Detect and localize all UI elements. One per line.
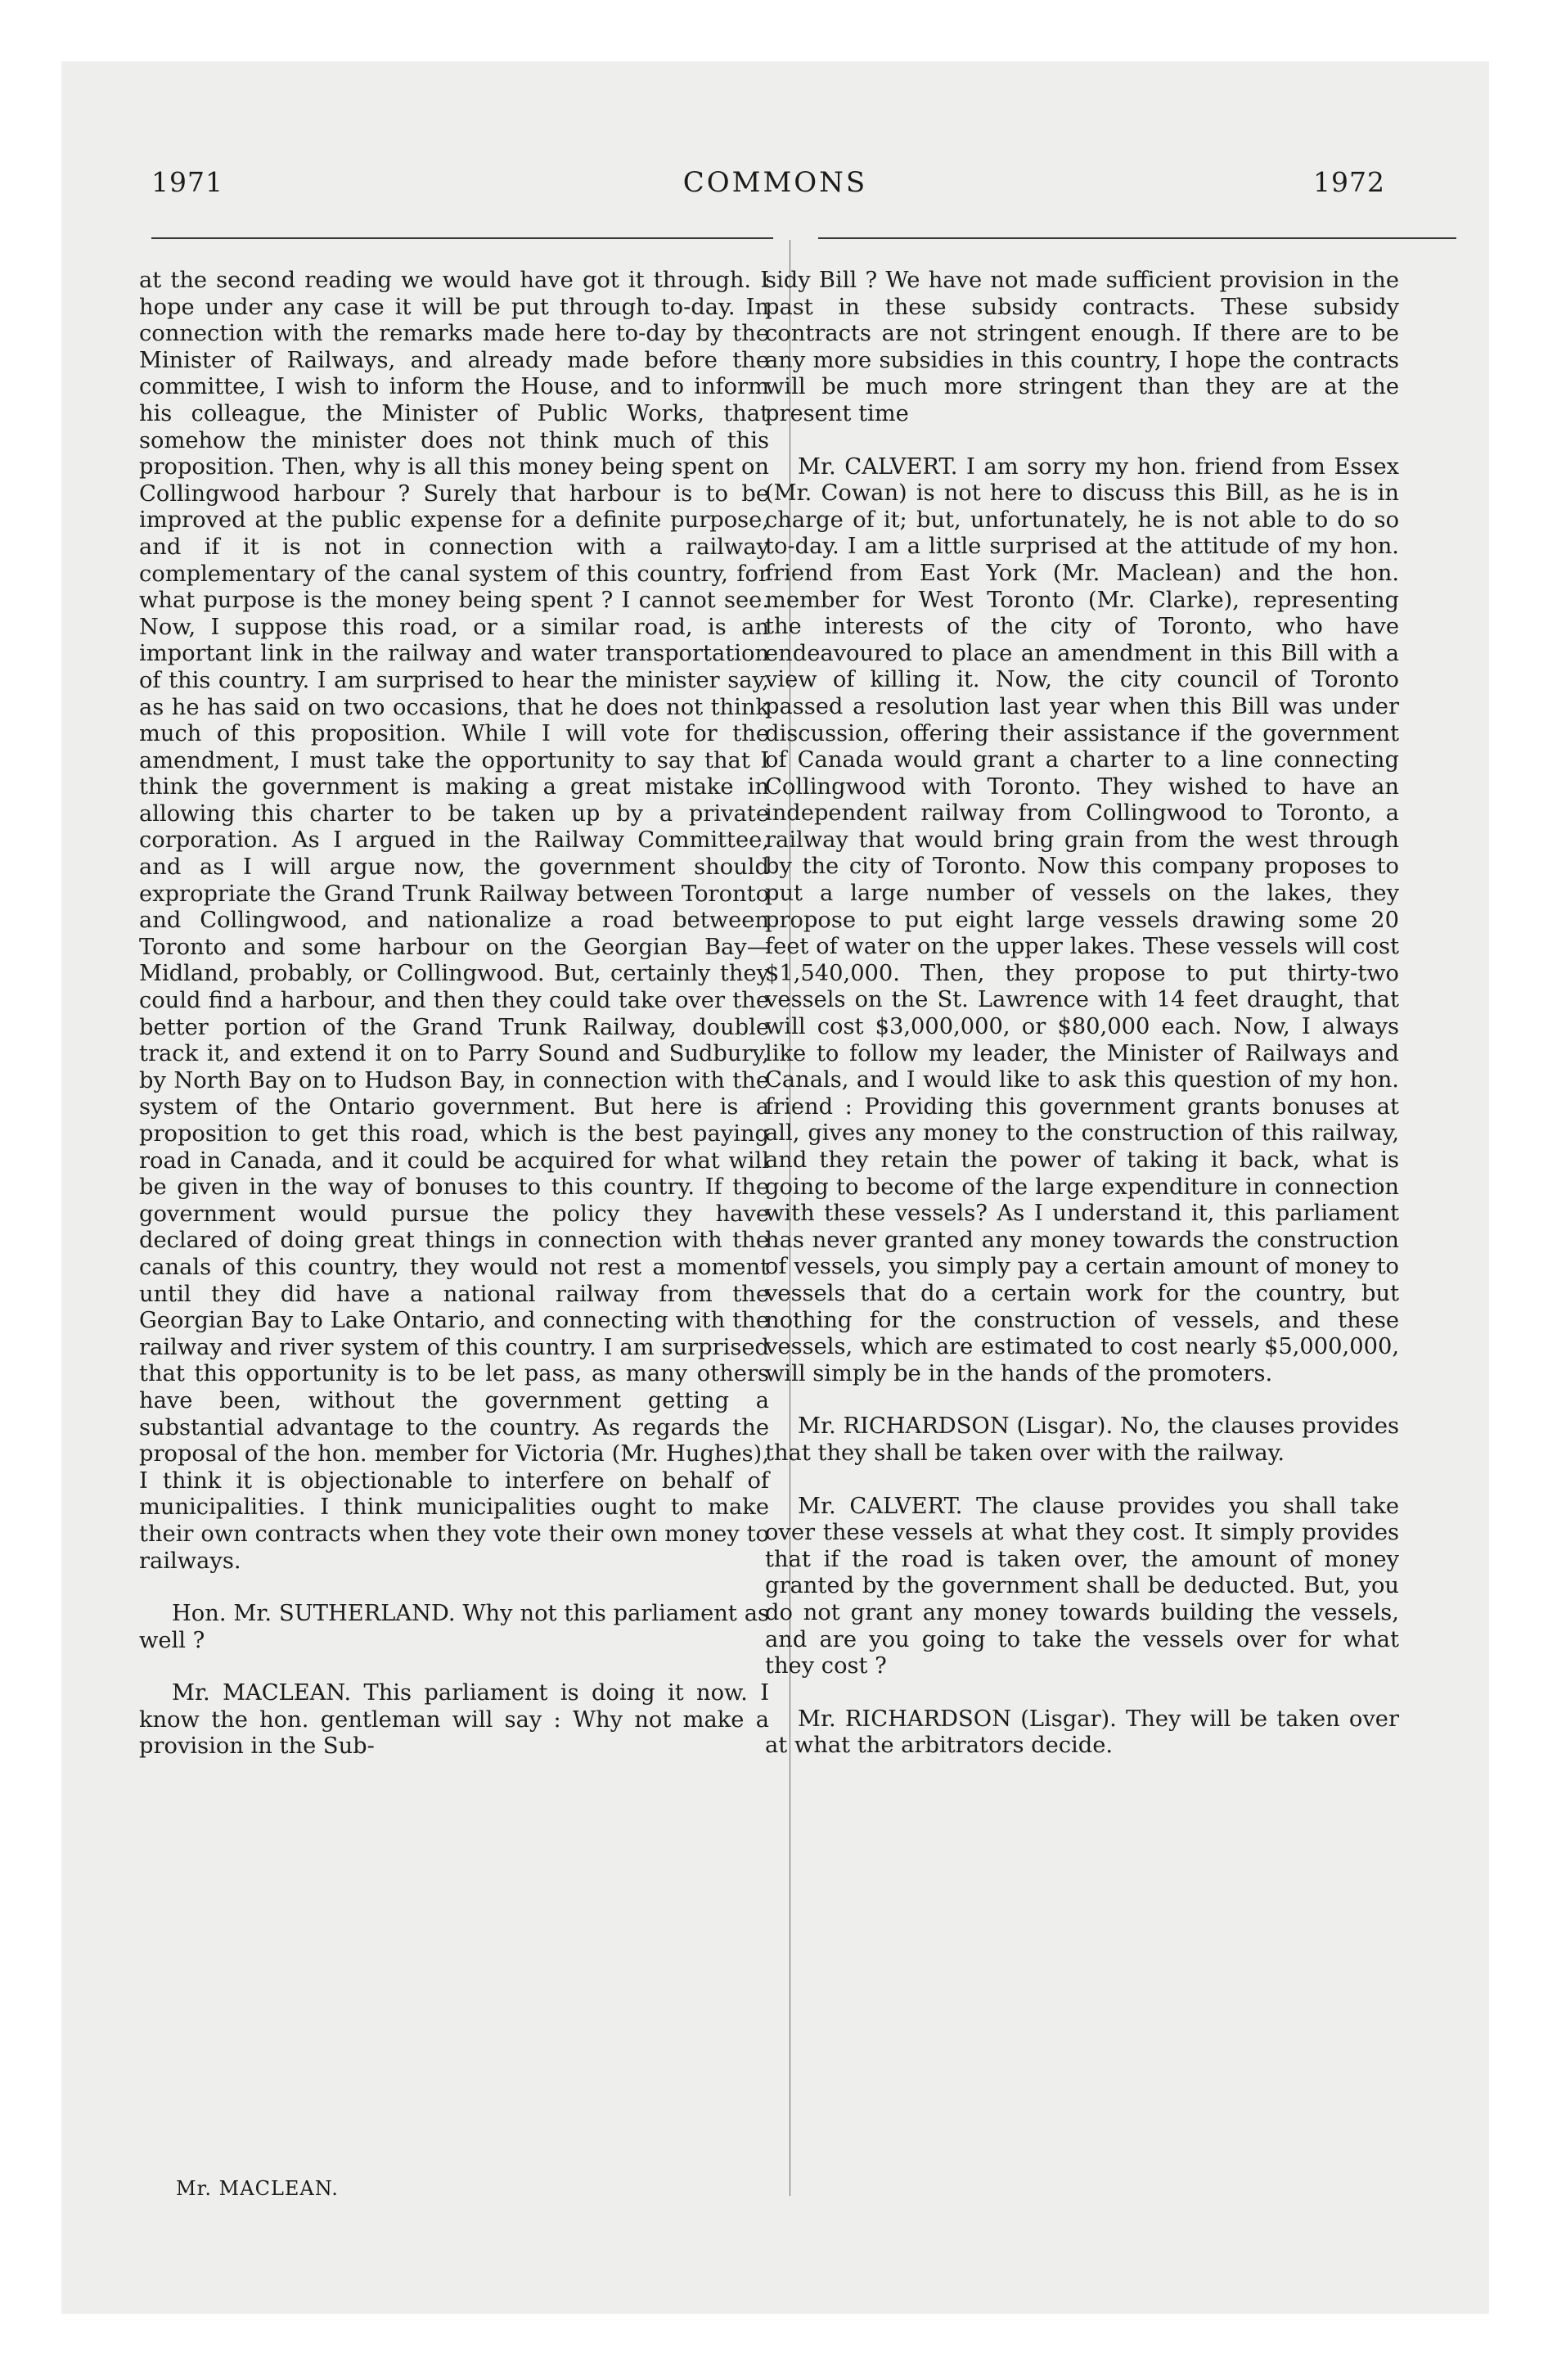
page-title: COMMONS — [682, 166, 868, 199]
right-column — [765, 268, 1399, 1760]
left-paragraph-1: at the second reading we would have got it through. I hope under any case it will be put through to-day. In connection with the remarks made here to-day by the Minister of Railways, and already made before the committee, I wish to inform the House, and to inform his colleague, the Minister of Public Works, that somehow the minister does not think much of this proposition. Then, why is all this money being spent on Collingwood harbour ? Surely that harbour is to be improved at the public expense for a definite purpose, and if it is not in connection with a railway complementary of the canal system of this country, for what purpose is the money being spent ? I cannot see. Now, I suppose this road, or a similar road, is an important link in the railway and water transportation of this country. I am surprised to hear the minister say, as he has said on two occasions, that he does not think much of this proposition. While I will vote for the amendment, I must take the opportunity to say that I think the government is making a great mistake in allowing this charter to be taken up by a private corporation. As I argued in the Railway Committee, and as I will argue now, the government should expropriate the Grand Trunk Railway between Toronto and Collingwood, and nationalize a road between Toronto and some harbour on the Georgian Bay—Midland, probably, or Collingwood. But, certainly they could find a harbour, and then they could take over the better portion of the Grand Trunk Railway, double track it, and extend it on to Parry Sound and Sudbury, by North Bay on to Hudson Bay, in connection with the system of the Ontario government. But here is a proposition to get this road, which is the best paying road in Canada, and it could be acquired for what will be given in the way of bonuses to this country. If the government would pursue the policy they have declared of doing great things in connection with the canals of this country, they would not rest a moment until they did have a national railway from the Georgian Bay to Lake Ontario, and connecting with the railway and river system of this country. I am surprised that this opportunity is to be let pass, as many others have been, without the government getting a substantial advantage to the country. As regards the proposal of the hon. member for Victoria (Mr. Hughes), I think it is objectionable to interfere on behalf of municipalities. I think municipalities ought to make their own contracts when they vote their own money to railways. — [139, 268, 769, 1574]
page — [61, 61, 1489, 2314]
right-paragraph-5: Mr. RICHARDSON (Lisgar). They will be taken over at what the arbitrators decide. — [765, 1706, 1399, 1759]
right-paragraph-2: Mr. CALVERT. I am sorry my hon. friend from Essex (Mr. Cowan) is not here to discuss this Bill, as he is in charge of it; but, unfortunately, he is not able to do so to-day. I am a little surprised at the attitude of my hon. friend from East York (Mr. Maclean) and the hon. member for West Toronto (Mr. Clarke), representing the interests of the city of Toronto, who have endeavoured to place an amendment in this Bill with a view of killing it. Now, the city council of Toronto passed a resolution last year when this Bill was under discussion, offering their assistance if the government of Canada would grant a charter to a line connecting Collingwood with Toronto. They wished to have an independent railway from Collingwood to Toronto, a railway that would bring grain from the west through by the city of Toronto. Now this company proposes to put a large number of vessels on the lakes, they propose to put eight large vessels drawing some 20 feet of water on the upper lakes. These vessels will cost $1,540,000. Then, they propose to put thirty-two vessels on the St. Lawrence with 14 feet draught, that will cost $3,000,000, or $80,000 each. Now, I always like to follow my leader, the Minister of Railways and Canals, and I would like to ask this question of my hon. friend : Providing this government grants bonuses at all, gives any money to the construction of this railway, and they retain the power of taking it back, what is going to become of the large expenditure in connection with these vessels? As I understand it, this parliament has never granted any money towards the construction of vessels, you simply pay a certain amount of money to vessels that do a certain work for the country, but nothing for the construction of vessels, and these vessels, which are estimated to cost nearly $5,000,000, will simply be in the hands of the promoters. — [765, 453, 1399, 1386]
right-paragraph-4: Mr. CALVERT. The clause provides you shall take over these vessels at what they cost. It simply provides that if the road is taken over, the amount of money granted by the government shall be deducted. But, you do not grant any money towards building the vessels, and are you going to take the vessels over for what they cost ? — [765, 1493, 1399, 1679]
left-paragraph-3: Mr. MACLEAN. This parliament is doing it now. I know the hon. gentleman will say : Why not make a provision in the Sub- — [139, 1680, 769, 1760]
left-paragraph-2: Hon. Mr. SUTHERLAND. Why not this parliament as well ? — [139, 1601, 769, 1653]
header-rule-left — [151, 237, 773, 239]
left-column — [139, 268, 769, 1760]
header-rule-right — [818, 237, 1456, 239]
right-paragraph-3: Mr. RICHARDSON (Lisgar). No, the clauses provides that they shall be taken over with the railway. — [765, 1413, 1399, 1466]
footer-speaker-catchword: Mr. MACLEAN. — [176, 2177, 339, 2200]
page-number-left: 1971 — [151, 166, 223, 198]
right-paragraph-1: sidy Bill ? We have not made sufficient provision in the past in these subsidy contracts. These subsidy contracts are not stringent enough. If there are to be any more subsidies in this country, I hope the contracts will be much more stringent than they are at the present time — [765, 268, 1399, 426]
page-number-right: 1972 — [1313, 166, 1385, 198]
